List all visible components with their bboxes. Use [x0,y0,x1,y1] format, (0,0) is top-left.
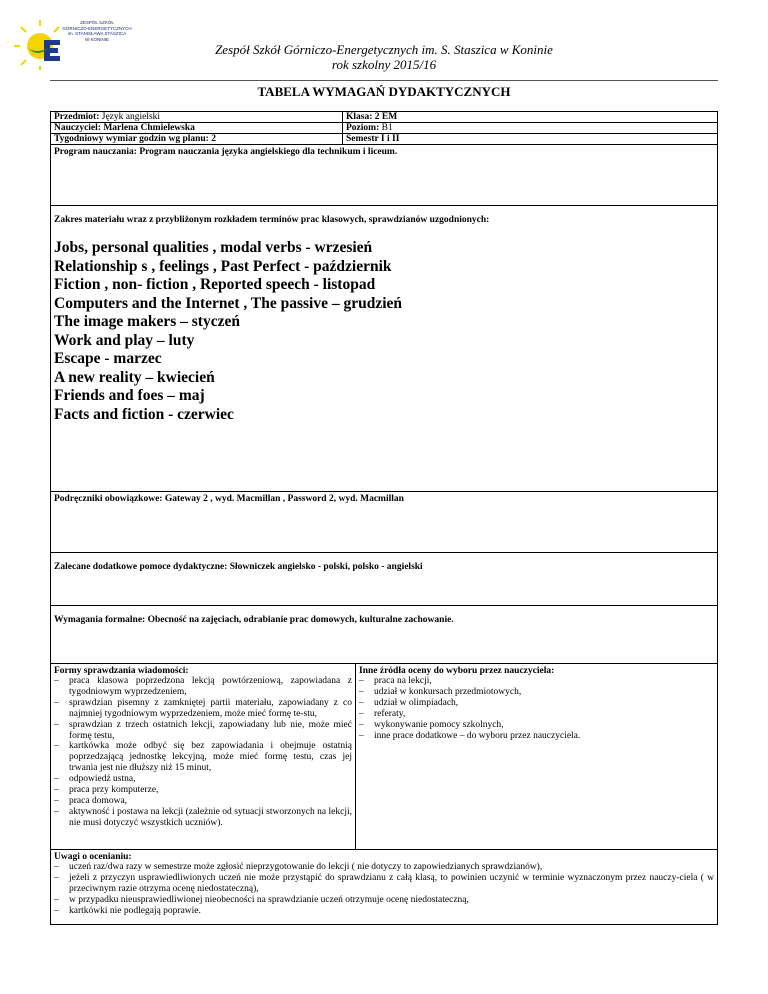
forms-column [51,664,356,849]
other-item: – udział w olimpiadach, [359,698,714,709]
header-divider [50,80,718,81]
semester-label: Semestr I i II [346,134,400,144]
teacher-label: Nauczyciel: [54,123,101,133]
row-hours [51,134,717,145]
logo-text [52,20,142,42]
other-label: Inne źródła oceny do wyboru przez nauczyciela: [359,666,555,676]
scope-list [54,239,714,424]
notes-item: – jeżeli z przyczyn usprawiedliwionych uczeń nie może przystąpić do sprawdzianu z całą klasą, to powinien uczynić w terminie wyznaczonym przez nauczy-ciela ( w przeciwnym razie otrzyma ocenę niedostateczną), [54,873,714,895]
subject-value: Język angielski [99,112,161,122]
row-notes [51,850,717,924]
other-item: – praca na lekcji, [359,676,714,687]
row-program [51,145,717,206]
scope-item: Friends and foes – maj [54,387,205,404]
scope-item: Work and play – luty [54,331,195,349]
other-item: – inne prace dodatkowe – do wyboru przez nauczyciela. [359,731,714,742]
level-label: Poziom: [346,123,380,133]
row-textbooks [51,492,717,553]
hours-value: 2 [208,134,216,144]
forms-item: – sprawdzian z trzech ostatnich lekcji, zapowiadany lub nie, może mieć formę testu, [54,720,352,742]
logo-line: W KONINIE [84,36,109,42]
forms-item: – odpowiedź ustna, [54,774,352,785]
hours-label: Tygodniowy wymiar godzin wg planu: [54,134,209,144]
logo-line: ZESPÓŁ SZKÓŁ [80,20,114,25]
row-subject [51,112,717,123]
class-value: 2 EM [372,112,398,122]
scope-item: Fiction , non- fiction , Reported speech - listopad [54,276,376,293]
other-item: – wykonywanie pomocy szkolnych, [359,720,714,731]
teacher-value: Marlena Chmielewska [100,123,195,133]
forms-item: – praca klasowa poprzedzona lekcją powtórzeniową, zapowiadana z tygodniowym wyprzedzeniem, [54,676,352,698]
notes-list [54,862,714,917]
textbooks-text: Podręczniki obowiązkowe: Gateway 2 , wyd. Macmillan , Password 2, wyd. Macmillan [54,494,404,504]
scope-item: Facts and fiction - czerwiec [54,405,234,423]
other-item: – referaty, [359,709,714,720]
scope-item: Relationship s , feelings , Past Perfect - październik [54,257,392,275]
row-aids [51,553,717,606]
row-teacher [51,123,717,134]
school-name: Zespół Szkół Górniczo-Energetycznych im. S. Staszica w Koninie [215,42,553,57]
forms-item: – praca przy komputerze, [54,785,352,796]
requirements-table [50,111,718,925]
forms-item: – kartkówka może odbyć się bez zapowiadania i obejmuje ostatnią poprzedzającą jednostkę lekcyjną, może mieć formę testu, czas jej trwania jest nie dłuższy niż 15 minut, [54,741,352,774]
scope-item: The image makers – styczeń [54,313,240,330]
scope-label: Zakres materiału wraz z przybliżonym rozkładem terminów prac klasowych, sprawdzianów uzgodnionych: [54,215,490,225]
forms-item: – praca domowa, [54,796,352,807]
other-column [356,664,717,849]
class-label: Klasa: [346,112,373,122]
school-year: rok szkolny 2015/16 [331,57,437,72]
forms-item: – aktywność i postawa na lekcji (zależnie od sytuacji stworzonych na lekcji, nie musi dotyczyć wszystkich uczniów). [54,807,352,829]
level-value: B1 [379,123,393,133]
logo-line: GÓRNICZO-ENERGETYCZNYCH [62,25,132,31]
scope-item: Computers and the Internet , The passive – grudzień [54,294,403,312]
forms-item: – sprawdzian pisemny z zamkniętej partii materiału, zapowiadany z co najmniej tygodniowym wyprzedzeniem, może mieć formę te-stu, [54,698,352,720]
row-assessment [51,664,717,850]
document-title: TABELA WYMAGAŃ DYDAKTYCZNYCH [257,84,511,99]
notes-item: – w przypadku nieusprawiedliwionej nieobecności na sprawdzianie uczeń otrzymuje ocenę niedostateczną, [54,895,714,906]
scope-item: Escape - marzec [54,350,162,367]
forms-list [54,676,352,829]
logo-line: im. STANISŁAWA STASZICA [67,31,127,36]
other-item: – udział w konkursach przedmiotowych, [359,687,714,698]
row-scope [51,206,717,492]
notes-label: Uwagi o ocenianiu: [54,852,132,862]
notes-item: – uczeń raz/dwa razy w semestrze może zgłosić nieprzygotowanie do lekcji ( nie dotyczy to zapowiedzianych sprawdzianów), [54,862,714,873]
other-list [359,676,714,741]
forms-label: Formy sprawdzania wiadomości: [54,666,189,676]
formal-text: Wymagania formalne: Obecność na zajęciach, odrabianie prac domowych, kulturalne zachowanie. [54,615,454,625]
program-text: Program nauczania: Program nauczania języka angielskiego dla technikum i liceum. [54,147,398,157]
subject-label: Przedmiot: [54,112,100,122]
scope-item: Jobs, personal qualities , modal verbs - wrzesień [54,239,373,256]
row-formal [51,606,717,664]
notes-item: – kartkówki nie podlegają poprawie. [54,906,714,917]
scope-item: A new reality – kwiecień [54,368,215,386]
aids-text: Zalecane dodatkowe pomoce dydaktyczne: Słowniczek angielsko - polski, polsko - angielski [54,562,423,572]
